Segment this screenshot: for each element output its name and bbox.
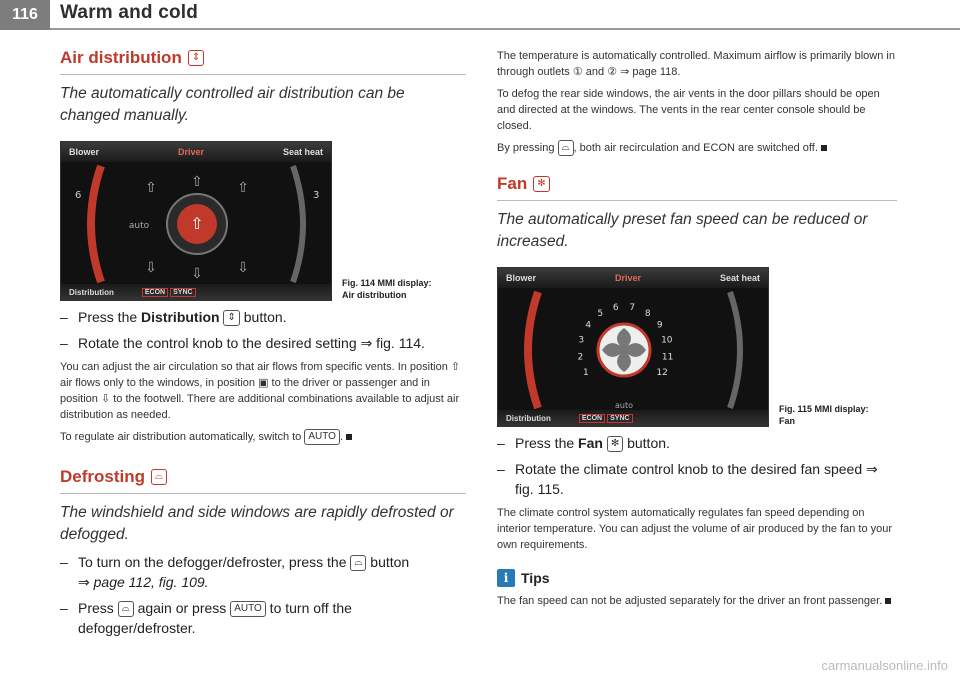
distribution-key-icon: ⇕ <box>188 50 204 66</box>
defrost-step-1: – To turn on the defogger/defroster, press the ⌓ button ⇒ page 112, fig. 109. <box>60 554 410 591</box>
seat-heat-arc <box>293 166 303 282</box>
figure-115 <box>497 267 897 427</box>
end-mark-icon <box>821 145 827 151</box>
mmi-display-fan <box>497 267 769 427</box>
defrost-paragraph-1: The temperature is automatically controlled. Maximum airflow is primarily blown in through outlets ① and ② ⇒ page 118. <box>497 50 895 78</box>
mmi-distribution-label: Distribution <box>506 413 551 423</box>
fan-speed-tick-label: 11 <box>661 352 674 363</box>
fan-step-2-text: Rotate the climate control knob to the desired fan speed ⇒ fig. 115. <box>515 461 878 498</box>
fan-speed-tick-label: 12 <box>656 368 668 379</box>
distribution-bold: Distribution <box>141 309 220 325</box>
mmi-distribution-label: Distribution <box>69 287 114 297</box>
mmi-mode-buttons <box>579 414 633 423</box>
tips-heading <box>497 569 897 587</box>
sync-button: SYNC <box>607 414 632 423</box>
auto-key: AUTO <box>230 601 266 617</box>
air-distribution-heading <box>60 48 466 75</box>
blower-arc <box>528 292 538 408</box>
figure-114 <box>60 141 466 301</box>
page-reference: ⇒ page 112, fig. 109. <box>78 574 209 591</box>
right-column <box>497 48 897 609</box>
fan-speed-tick-label: 5 <box>597 309 604 320</box>
fan-speed-tick-label: 3 <box>578 335 585 346</box>
knob-arrow-icon: ⇧ <box>190 214 204 233</box>
fan-speed-tick-label: 4 <box>585 320 592 331</box>
fan-key-icon: ✻ <box>533 176 549 192</box>
page-footer <box>0 650 960 680</box>
vent-down-icon-3: ⇩ <box>237 260 249 276</box>
econ-button: ECON <box>142 288 168 297</box>
vent-down-icon-2: ⇩ <box>191 266 203 282</box>
distribution-paragraph-1: You can adjust the air circulation so that air flows from specific vents. In position ⇧ air flows only to the windows, in position ▣ to the driver or passenger and in position ⇩ to the footwell. There are additional combinations available to adjust air distribution as needed. <box>60 361 461 421</box>
distribution-dial-graphic <box>61 162 332 286</box>
figure-114-caption: Fig. 114 MMI display: Air distribution <box>342 278 432 300</box>
auto-key: AUTO <box>304 429 340 445</box>
sync-button: SYNC <box>170 288 195 297</box>
defrosting-heading-text: Defrosting <box>60 467 145 487</box>
step-text: Press the <box>78 309 142 325</box>
header-rule <box>50 28 960 30</box>
fan-speed-tick-label: 10 <box>661 335 673 346</box>
vent-up-icon-3: ⇧ <box>237 180 249 196</box>
blower-arc <box>91 166 101 282</box>
mmi-driver-label: Driver <box>614 273 641 284</box>
fan-paragraph-1: The climate control system automatically regulates fan speed depending on interior temperature. You can adjust the volume of air produced by the fan to your own requirements. <box>497 507 893 552</box>
air-distribution-heading-text: Air distribution <box>60 48 182 67</box>
watermark: carmanualsonline.info <box>821 657 948 673</box>
figure-115-caption: Fig. 115 MMI display: Fan <box>779 404 869 427</box>
mmi-seat-heat-label: Seat heat <box>282 147 323 157</box>
left-column <box>60 48 466 638</box>
mmi-driver-label: Driver <box>177 147 204 157</box>
distribution-step-2: – Rotate the control knob to the desired setting ⇒ fig. 114. <box>60 335 425 351</box>
fan-heading <box>497 174 897 201</box>
fan-speed-tick-label: 9 <box>656 320 663 331</box>
mmi-top-bar <box>498 268 768 288</box>
auto-label: auto <box>614 401 634 411</box>
defrosting-lead: The windshield and side windows are rapidly defrosted or defogged. <box>60 504 454 544</box>
fan-speed-tick-label: 6 <box>612 302 619 313</box>
page-title: Warm and cold <box>60 2 199 23</box>
fan-bold: Fan <box>578 435 603 452</box>
defrost-key-icon: ⌓ <box>558 140 574 156</box>
fan-speed-tick-label: 1 <box>583 368 589 379</box>
tips-text: The fan speed can not be adjusted separately for the driver an front passenger. <box>497 593 897 609</box>
page-header <box>0 0 960 32</box>
auto-label: auto <box>128 221 150 231</box>
fan-heading-text: Fan <box>497 174 528 194</box>
end-mark-icon <box>885 598 891 604</box>
vent-up-icon: ⇧ <box>145 180 157 196</box>
fan-key-icon: ✻ <box>607 436 623 452</box>
step-text-post: button. <box>239 309 287 325</box>
fan-speed-tick-label: 8 <box>644 309 651 320</box>
defrost-key-icon: ⌓ <box>151 469 167 485</box>
seat-heat-arc <box>730 292 740 408</box>
defrost-key-icon: ⌓ <box>118 601 134 617</box>
seat-heat-level: 3 <box>313 190 320 201</box>
tips-label: Tips <box>521 570 550 587</box>
distribution-paragraph-2: To regulate air distribution automatically, switch to AUTO . <box>60 429 466 445</box>
mmi-blower-label: Blower <box>69 147 100 157</box>
mmi-bottom-bar <box>498 410 768 426</box>
mmi-display-distribution <box>60 141 332 301</box>
mmi-seat-heat-label: Seat heat <box>719 273 760 284</box>
fan-step-1: – Press the Fan ✻ button. <box>497 435 670 452</box>
distribution-key-icon: ⇕ <box>223 310 239 326</box>
step-2-text: Rotate the control knob to the desired setting ⇒ fig. 114. <box>78 335 425 351</box>
distribution-step-1: – Press the Distribution ⇕ button. <box>60 309 287 325</box>
mmi-blower-label: Blower <box>506 273 537 284</box>
fan-speed-tick-label: 7 <box>629 302 636 313</box>
mmi-bottom-bar <box>61 284 331 300</box>
info-icon: i <box>497 569 515 587</box>
econ-button: ECON <box>579 414 605 423</box>
fan-lead: The automatically preset fan speed can be reduced or increased. <box>497 211 868 251</box>
defrost-paragraph-2: To defog the rear side windows, the air vents in the door pillars should be open and directed at the windows. The vents in the rear center console should be closed. <box>497 88 880 132</box>
defrosting-heading <box>60 467 466 494</box>
vent-up-icon-2: ⇧ <box>191 174 203 190</box>
defrost-paragraph-3: By pressing ⌓ , both air recirculation and ECON are switched off. <box>497 140 897 156</box>
defrost-step-2: – Press ⌓ again or press AUTO to turn off the defogger/defroster. <box>60 600 352 637</box>
page-number: 116 <box>0 0 50 30</box>
blower-level: 6 <box>75 190 82 201</box>
fan-step-2: – Rotate the climate control knob to the desired fan speed ⇒ fig. 115. <box>497 459 897 499</box>
air-distribution-lead: The automatically controlled air distribution can be changed manually. <box>60 85 405 124</box>
mmi-mode-buttons <box>142 288 196 297</box>
end-mark-icon <box>346 434 352 440</box>
defrost-key-icon: ⌓ <box>350 555 366 571</box>
fan-speed-tick-label: 2 <box>577 352 584 363</box>
fan-dial-graphic <box>498 288 769 412</box>
mmi-top-bar <box>61 142 331 162</box>
vent-down-icon: ⇩ <box>145 260 157 276</box>
